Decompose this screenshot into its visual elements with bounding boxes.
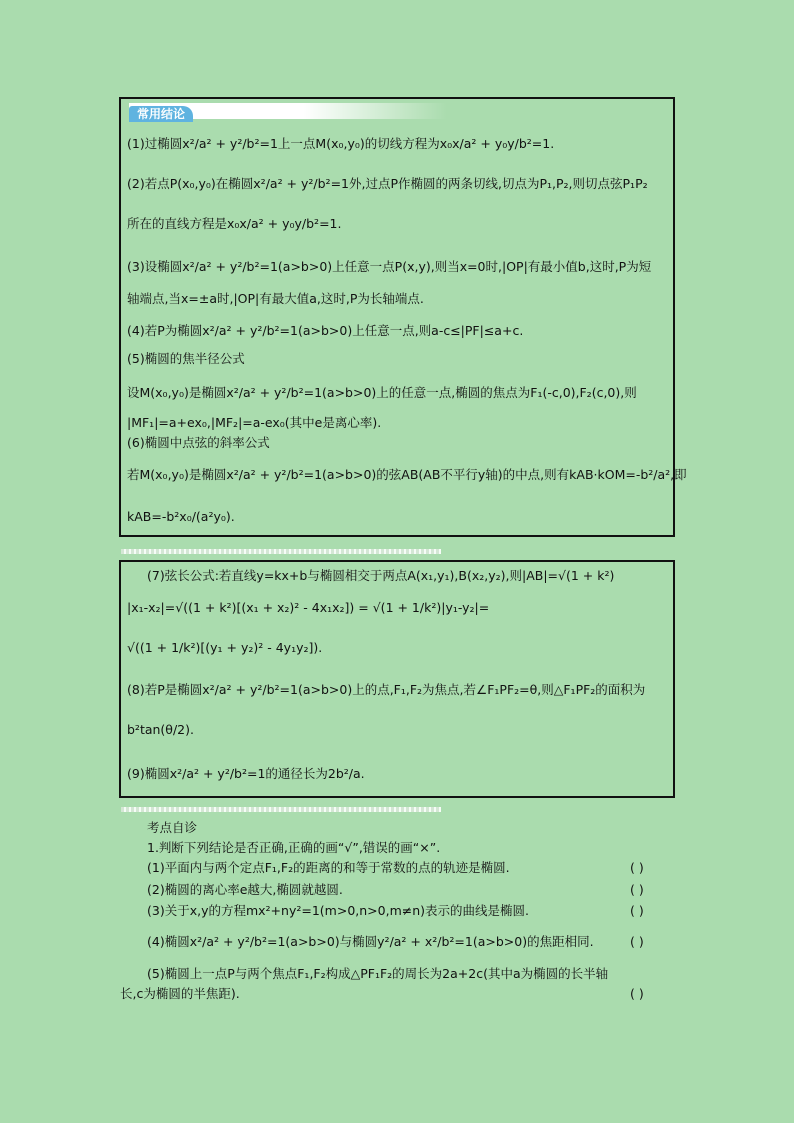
- conclusion-line: 若M(x₀,y₀)是椭圆x²/a² + y²/b²=1(a>b>0)的弦AB(AB不平行y轴)的中点,则有kAB·kOM=-b²/a²,即: [127, 467, 687, 482]
- answer-blank[interactable]: ( ): [630, 903, 644, 918]
- selftest-item: (5)椭圆上一点P与两个焦点F₁,F₂构成△PF₁F₂的周长为2a+2c(其中a为椭圆的长半轴: [147, 966, 609, 981]
- selftest-item: (1)平面内与两个定点F₁,F₂的距离的和等于常数的点的轨迹是椭圆.: [147, 860, 510, 875]
- formula-line: (8)若P是椭圆x²/a² + y²/b²=1(a>b>0)上的点,F₁,F₂为焦点,若∠F₁PF₂=θ,则△F₁PF₂的面积为: [127, 682, 646, 697]
- conclusion-line: kAB=-b²x₀/(a²y₀).: [127, 509, 235, 524]
- section-header: [129, 103, 447, 119]
- formula-line: |x₁-x₂|=√((1 + k²)[(x₁ + x₂)² - 4x₁x₂]) = √(1 + 1/k²)|y₁-y₂|=: [127, 600, 490, 615]
- formula-line: (9)椭圆x²/a² + y²/b²=1的通径长为2b²/a.: [127, 766, 365, 781]
- conclusion-line: (4)若P为椭圆x²/a² + y²/b²=1(a>b>0)上任意一点,则a-c≤|PF|≤a+c.: [127, 323, 524, 338]
- conclusion-line: 轴端点,当x=±a时,|OP|有最大值a,这时,P为长轴端点.: [127, 291, 424, 306]
- formula-line: b²tan(θ/2).: [127, 722, 194, 737]
- conclusion-line: (1)过椭圆x²/a² + y²/b²=1上一点M(x₀,y₀)的切线方程为x₀x/a² + y₀y/b²=1.: [127, 136, 555, 151]
- selftest-title: 考点自诊: [147, 820, 198, 835]
- conclusion-line: 所在的直线方程是x₀x/a² + y₀y/b²=1.: [127, 216, 342, 231]
- answer-blank[interactable]: ( ): [630, 986, 644, 1001]
- formula-line: √((1 + 1/k²)[(y₁ + y₂)² - 4y₁y₂]).: [127, 640, 323, 655]
- selftest-question: 1.判断下列结论是否正确,正确的画“√”,错误的画“×”.: [147, 840, 441, 855]
- divider: [121, 549, 441, 554]
- answer-blank[interactable]: ( ): [630, 934, 644, 949]
- conclusion-line: 设M(x₀,y₀)是椭圆x²/a² + y²/b²=1(a>b>0)上的任意一点,椭圆的焦点为F₁(-c,0),F₂(c,0),则: [127, 385, 637, 400]
- common-conclusions-box: [119, 97, 687, 537]
- conclusion-line: (2)若点P(x₀,y₀)在椭圆x²/a² + y²/b²=1外,过点P作椭圆的两条切线,切点为P₁,P₂,则切点弦P₁P₂: [127, 176, 648, 191]
- conclusion-line: (5)椭圆的焦半径公式: [127, 351, 245, 366]
- selftest-item-cont: 长,c为椭圆的半焦距).: [120, 986, 240, 1001]
- selftest-item: (3)关于x,y的方程mx²+ny²=1(m>0,n>0,m≠n)表示的曲线是椭圆.: [147, 903, 529, 918]
- conclusion-line: |MF₁|=a+ex₀,|MF₂|=a-ex₀(其中e是离心率).: [127, 415, 382, 430]
- answer-blank[interactable]: ( ): [630, 860, 644, 875]
- conclusion-line: (3)设椭圆x²/a² + y²/b²=1(a>b>0)上任意一点P(x,y),则当x=0时,|OP|有最小值b,这时,P为短: [127, 259, 652, 274]
- selftest-item: (2)椭圆的离心率e越大,椭圆就越圆.: [147, 882, 343, 897]
- divider: [121, 807, 441, 812]
- section-header-label: 常用结论: [129, 106, 193, 122]
- chord-formulas-box: [119, 560, 675, 798]
- formula-line: (7)弦长公式:若直线y=kx+b与椭圆相交于两点A(x₁,y₁),B(x₂,y₂),则|AB|=√(1 + k²): [147, 568, 615, 583]
- selftest-item: (4)椭圆x²/a² + y²/b²=1(a>b>0)与椭圆y²/a² + x²/b²=1(a>b>0)的焦距相同.: [147, 934, 594, 949]
- conclusion-line: (6)椭圆中点弦的斜率公式: [127, 435, 270, 450]
- answer-blank[interactable]: ( ): [630, 882, 644, 897]
